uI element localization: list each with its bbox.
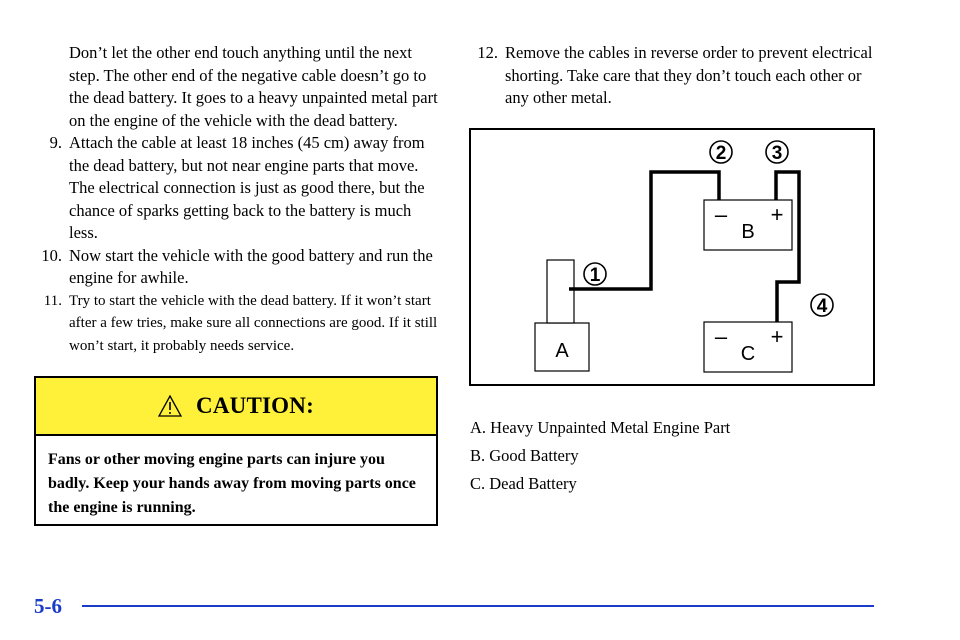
svg-text:2: 2 xyxy=(715,143,727,164)
legend-item-c xyxy=(470,470,730,498)
footer-rule xyxy=(82,605,874,607)
marker-2 xyxy=(710,141,732,164)
marker-1 xyxy=(584,263,606,286)
left-column xyxy=(34,42,442,357)
step-text: Remove the cables in reverse order to prevent electrical shorting. Take care that they don’t touch each other or any other metal. xyxy=(505,43,873,107)
label-c: C xyxy=(740,343,756,365)
step-8-continuation: Don’t let the other end touch anything until the next step. The other end of the negative cable doesn’t go to the dead battery. It goes to a heavy unpainted metal part on the engine of the vehicle with the dead battery. xyxy=(69,43,438,130)
caution-title: CAUTION: xyxy=(196,393,314,418)
legend-item-a xyxy=(470,414,730,442)
battery-c-minus: – xyxy=(714,324,728,349)
label-b: B xyxy=(741,221,755,243)
step-text: Try to start the vehicle with the dead battery. If it won’t start after a few tries, make sure all connections are good. If it still won’t start, it probably needs service. xyxy=(69,292,438,354)
jump-start-diagram xyxy=(469,128,875,386)
step-text: Attach the cable at least 18 inches (45 cm) away from the dead battery, but not near engine parts that move. The electrical connection is just as good there, but the chance of sparks getting back to the battery is much less. xyxy=(69,133,425,242)
step-number: 9. xyxy=(49,133,62,152)
svg-text:4: 4 xyxy=(816,296,828,317)
step-9 xyxy=(34,132,442,245)
battery-b-plus: + xyxy=(770,202,784,227)
caution-text: Fans or other moving engine parts can injure you badly. Keep your hands away from moving parts once the engine is running. xyxy=(48,451,416,516)
step-number: 10. xyxy=(41,245,62,265)
legend-key: A. xyxy=(470,418,487,437)
step-11 xyxy=(34,290,442,358)
legend-item-b xyxy=(470,442,730,470)
marker-3 xyxy=(766,141,788,164)
caution-header xyxy=(36,378,436,436)
svg-text:1: 1 xyxy=(589,265,601,286)
battery-b-minus: – xyxy=(714,202,728,227)
step-number: 11. xyxy=(43,292,62,309)
diagram-legend xyxy=(470,414,730,498)
caution-box xyxy=(34,376,438,526)
step-text: Now start the vehicle with the good battery and run the engine for awhile. xyxy=(69,245,433,287)
legend-text: Dead Battery xyxy=(489,474,577,493)
right-column xyxy=(470,42,880,110)
battery-c-plus: + xyxy=(770,324,784,349)
page-number: 5-6 xyxy=(34,594,62,618)
engine-part-stem xyxy=(547,260,574,323)
marker-4 xyxy=(811,294,833,317)
label-a: A xyxy=(555,340,569,362)
step-number: 12. xyxy=(477,43,498,62)
legend-text: Good Battery xyxy=(489,446,579,465)
step-10 xyxy=(34,245,442,290)
legend-key: C. xyxy=(470,474,486,493)
legend-key: B. xyxy=(470,446,486,465)
step-12 xyxy=(470,42,880,110)
warning-triangle-icon xyxy=(158,395,182,417)
legend-text: Heavy Unpainted Metal Engine Part xyxy=(490,418,731,437)
diagram-drawing xyxy=(471,130,875,386)
svg-text:3: 3 xyxy=(771,143,783,164)
